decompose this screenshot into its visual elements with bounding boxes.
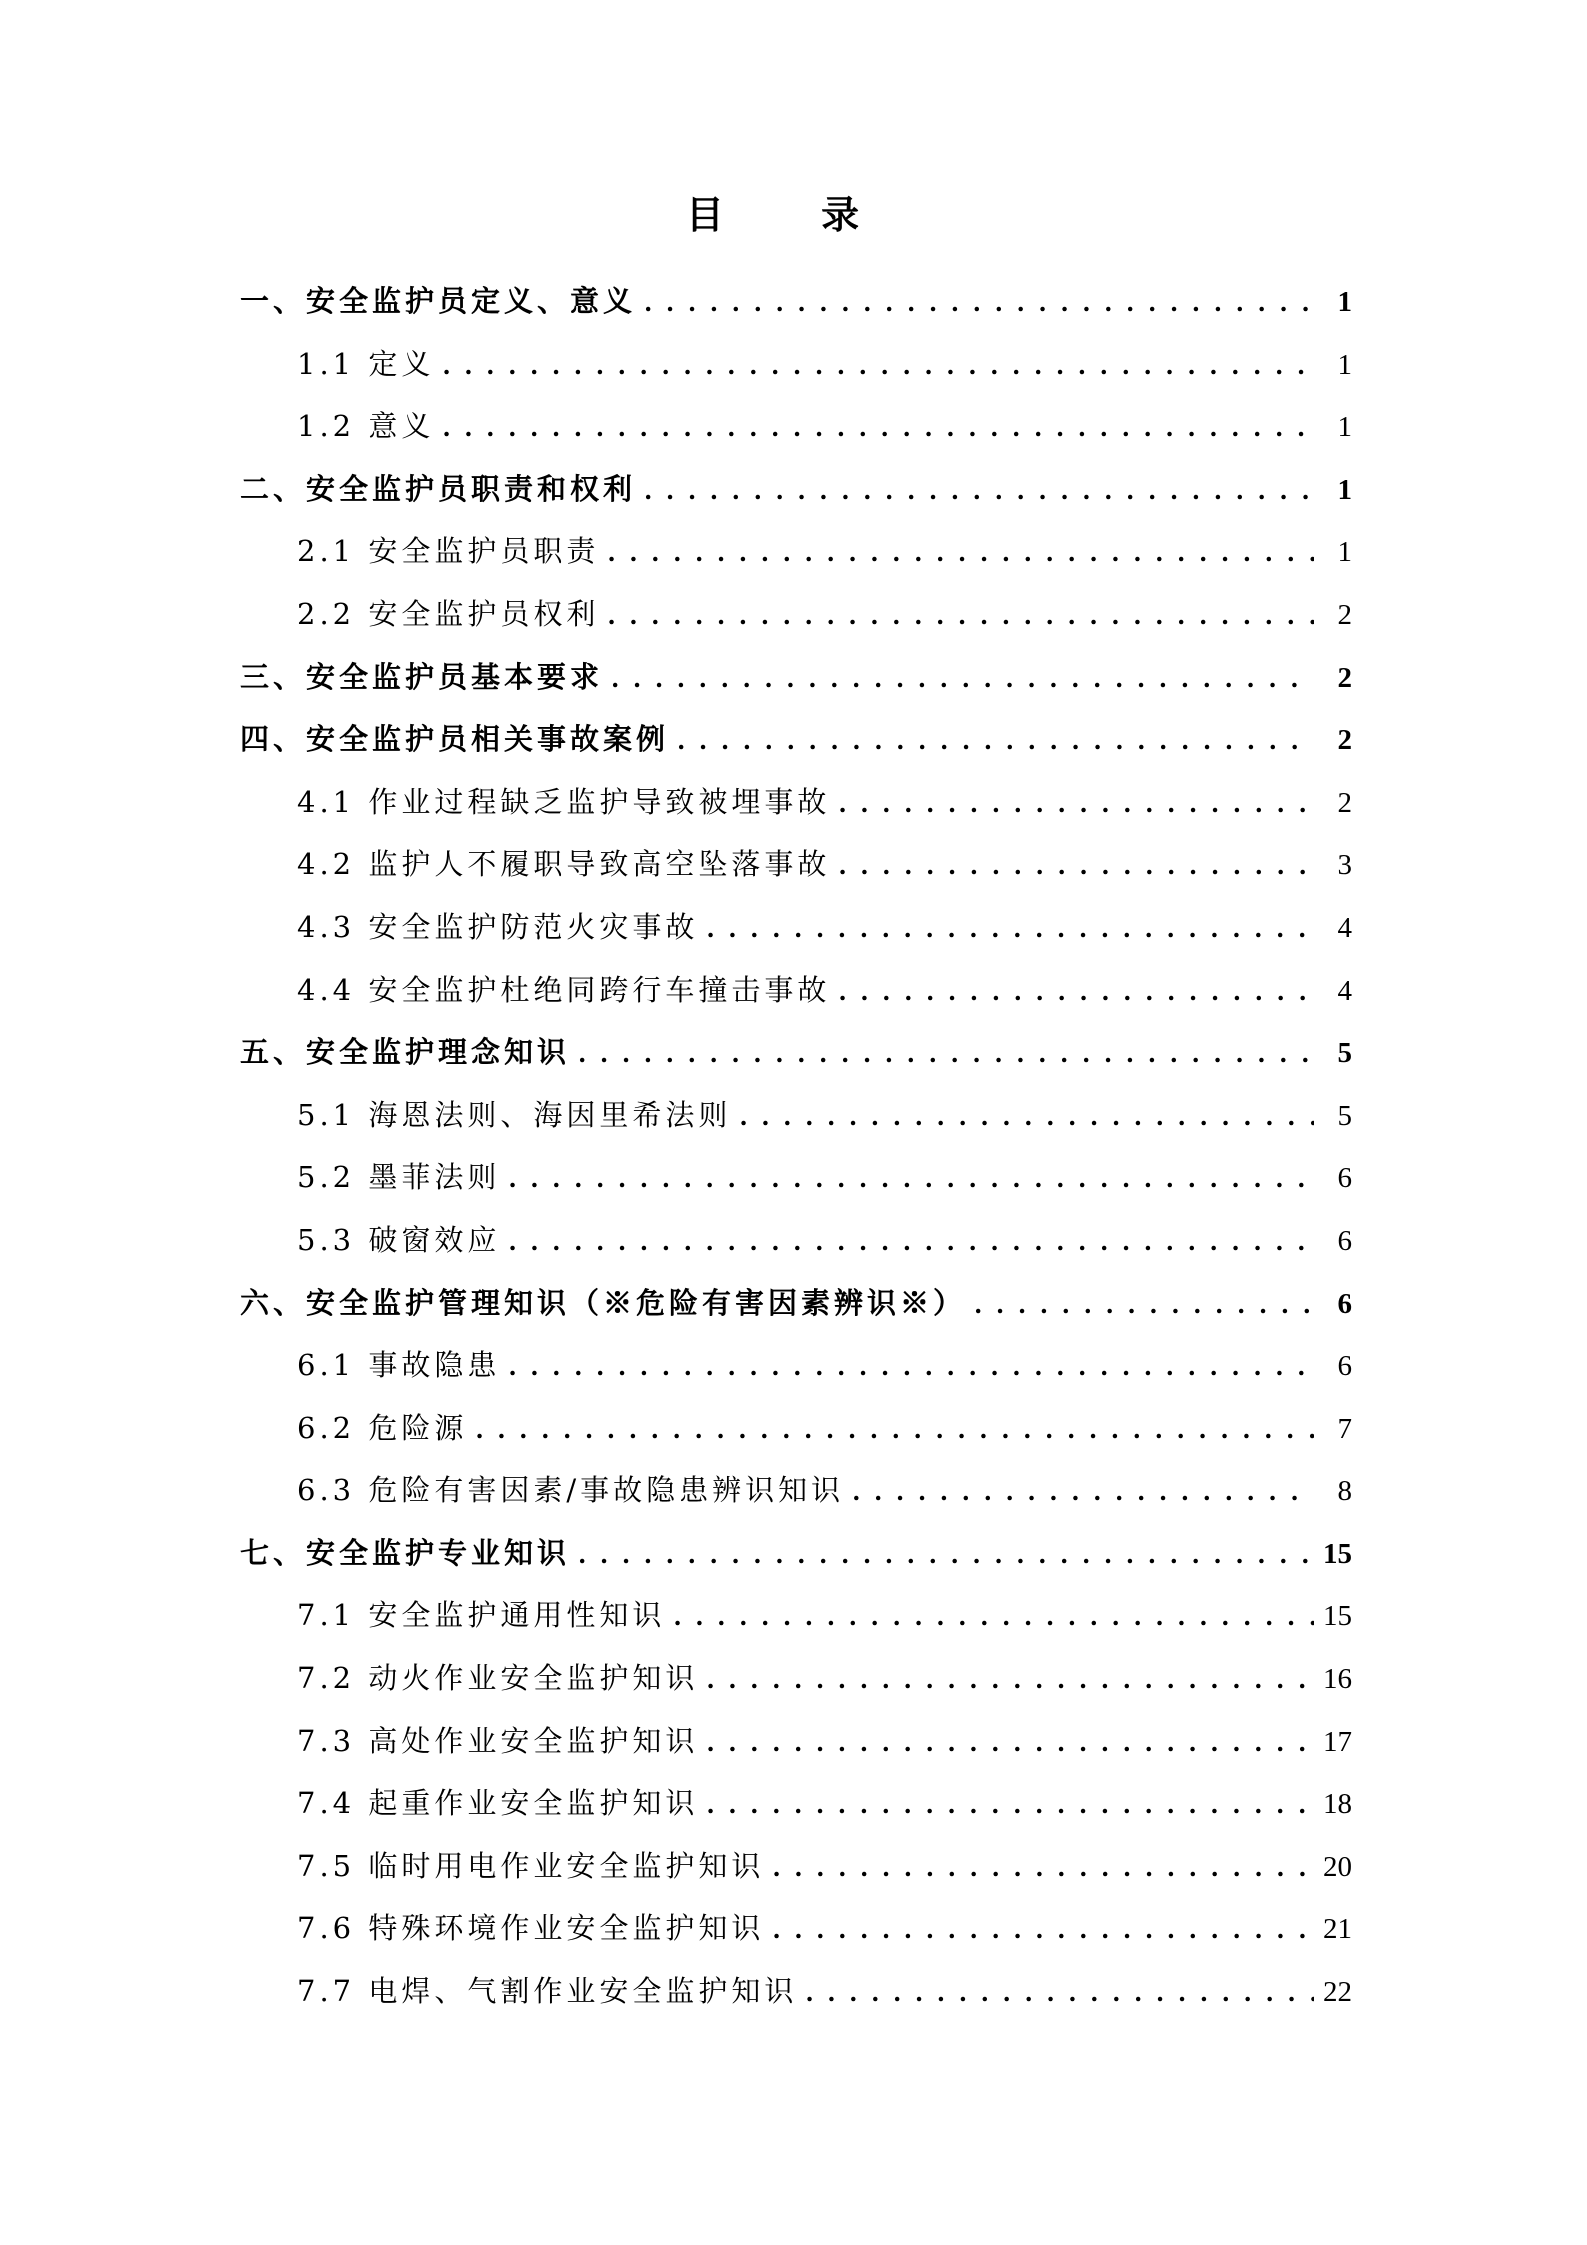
toc-page-number: 2 bbox=[1337, 661, 1352, 694]
toc-page-number: 2 bbox=[1337, 598, 1352, 631]
toc-section-entry[interactable] bbox=[240, 1772, 1352, 1835]
toc-page-number: 6 bbox=[1337, 1224, 1352, 1257]
toc-dot-leader bbox=[611, 646, 1314, 711]
toc-dot-leader bbox=[644, 270, 1314, 335]
toc-entry-text: 四、安全监护员相关事故案例 bbox=[240, 722, 670, 757]
toc-dot-leader bbox=[644, 458, 1314, 523]
toc-entry-text: 7.5 临时用电作业安全监护知识 bbox=[297, 1848, 765, 1883]
toc-dot-leader bbox=[772, 1897, 1314, 1962]
toc-page-number: 7 bbox=[1337, 1412, 1352, 1445]
toc-page-number: 15 bbox=[1323, 1537, 1352, 1570]
toc-entry-text: 七、安全监护专业知识 bbox=[240, 1535, 571, 1570]
toc-entry-text: 6.2 危险源 bbox=[297, 1410, 468, 1445]
toc-entry-text: 1.1 定义 bbox=[297, 346, 435, 381]
toc-section-entry[interactable] bbox=[240, 1584, 1352, 1647]
toc-dot-leader bbox=[974, 1272, 1314, 1337]
toc-section-entry[interactable] bbox=[240, 833, 1352, 896]
toc-section-entry[interactable] bbox=[240, 1397, 1352, 1460]
toc-dot-leader bbox=[442, 333, 1314, 398]
toc-entry-text: 一、安全监护员定义、意义 bbox=[240, 284, 637, 318]
toc-section-entry[interactable] bbox=[240, 1334, 1352, 1397]
toc-chapter-entry[interactable] bbox=[240, 646, 1352, 709]
toc-dot-leader bbox=[508, 1334, 1314, 1399]
table-of-contents bbox=[240, 270, 1352, 2023]
toc-dot-leader bbox=[677, 708, 1314, 773]
toc-dot-leader bbox=[508, 1146, 1314, 1211]
toc-entry-text: 4.2 监护人不履职导致高空坠落事故 bbox=[297, 847, 831, 882]
toc-section-entry[interactable] bbox=[240, 896, 1352, 959]
toc-page-number: 6 bbox=[1337, 1287, 1352, 1320]
toc-entry-text: 五、安全监护理念知识 bbox=[240, 1035, 571, 1070]
toc-page-number: 5 bbox=[1337, 1037, 1352, 1070]
toc-dot-leader bbox=[706, 1647, 1314, 1712]
toc-dot-leader bbox=[706, 896, 1314, 961]
toc-entry-text: 2.2 安全监护员权利 bbox=[297, 596, 600, 631]
toc-entry-text: 7.3 高处作业安全监护知识 bbox=[297, 1723, 699, 1758]
toc-dot-leader bbox=[578, 1522, 1314, 1587]
toc-entry-text: 2.1 安全监护员职责 bbox=[297, 534, 600, 569]
toc-page-number: 3 bbox=[1337, 849, 1352, 882]
toc-section-entry[interactable] bbox=[240, 1647, 1352, 1710]
toc-dot-leader bbox=[706, 1710, 1314, 1775]
toc-entry-text: 6.1 事故隐患 bbox=[297, 1348, 501, 1383]
toc-dot-leader bbox=[706, 1772, 1314, 1837]
toc-entry-text: 7.6 特殊环境作业安全监护知识 bbox=[297, 1911, 765, 1946]
toc-entry-text: 5.2 墨菲法则 bbox=[297, 1160, 501, 1195]
toc-chapter-entry[interactable] bbox=[240, 1272, 1352, 1335]
toc-page-number: 1 bbox=[1337, 348, 1352, 381]
toc-entry-text: 7.4 起重作业安全监护知识 bbox=[297, 1786, 699, 1821]
toc-page-number: 16 bbox=[1323, 1663, 1352, 1696]
toc-entry-text: 六、安全监护管理知识（※危险有害因素辨识※） bbox=[240, 1285, 967, 1320]
toc-entry-text: 4.1 作业过程缺乏监护导致被埋事故 bbox=[297, 784, 831, 819]
toc-dot-leader bbox=[772, 1835, 1314, 1900]
toc-section-entry[interactable] bbox=[240, 520, 1352, 583]
toc-section-entry[interactable] bbox=[240, 771, 1352, 834]
toc-entry-text: 7.1 安全监护通用性知识 bbox=[297, 1598, 666, 1633]
toc-dot-leader bbox=[673, 1584, 1314, 1649]
toc-page-number: 8 bbox=[1337, 1475, 1352, 1508]
toc-page-number: 1 bbox=[1337, 473, 1352, 506]
toc-chapter-entry[interactable] bbox=[240, 270, 1352, 333]
toc-page-number: 4 bbox=[1337, 974, 1352, 1007]
toc-entry-text: 4.3 安全监护防范火灾事故 bbox=[297, 909, 699, 944]
toc-entry-text: 1.2 意义 bbox=[297, 409, 435, 444]
toc-dot-leader bbox=[508, 1209, 1314, 1274]
toc-section-entry[interactable] bbox=[240, 1084, 1352, 1147]
toc-section-entry[interactable] bbox=[240, 1960, 1352, 2023]
toc-dot-leader bbox=[475, 1397, 1314, 1462]
toc-page-number: 4 bbox=[1337, 911, 1352, 944]
toc-section-entry[interactable] bbox=[240, 1146, 1352, 1209]
toc-entry-text: 5.1 海恩法则、海因里希法则 bbox=[297, 1097, 732, 1132]
toc-chapter-entry[interactable] bbox=[240, 1522, 1352, 1585]
toc-page-number: 17 bbox=[1323, 1725, 1352, 1758]
toc-dot-leader bbox=[607, 583, 1314, 648]
toc-entry-text: 5.3 破窗效应 bbox=[297, 1222, 501, 1257]
toc-chapter-entry[interactable] bbox=[240, 458, 1352, 521]
toc-dot-leader bbox=[852, 1459, 1314, 1524]
toc-chapter-entry[interactable] bbox=[240, 1021, 1352, 1084]
toc-section-entry[interactable] bbox=[240, 1710, 1352, 1773]
toc-entry-text: 7.2 动火作业安全监护知识 bbox=[297, 1661, 699, 1696]
toc-page-number: 18 bbox=[1323, 1788, 1352, 1821]
toc-page-number: 22 bbox=[1323, 1976, 1352, 2009]
toc-page-number: 1 bbox=[1337, 286, 1352, 318]
toc-page-number: 20 bbox=[1323, 1850, 1352, 1883]
toc-chapter-entry[interactable] bbox=[240, 708, 1352, 771]
toc-dot-leader bbox=[838, 833, 1314, 898]
toc-entry-text: 4.4 安全监护杜绝同跨行车撞击事故 bbox=[297, 972, 831, 1007]
toc-page-number: 6 bbox=[1337, 1350, 1352, 1383]
toc-page-number: 6 bbox=[1337, 1162, 1352, 1195]
toc-title: 目 录 bbox=[685, 192, 902, 237]
toc-dot-leader bbox=[838, 959, 1314, 1024]
toc-section-entry[interactable] bbox=[240, 583, 1352, 646]
toc-entry-text: 6.3 危险有害因素/事故隐患辨识知识 bbox=[297, 1473, 845, 1508]
toc-section-entry[interactable] bbox=[240, 333, 1352, 396]
toc-page-number: 1 bbox=[1337, 411, 1352, 444]
toc-entry-text: 三、安全监护员基本要求 bbox=[240, 659, 604, 694]
toc-dot-leader bbox=[805, 1960, 1314, 2025]
toc-entry-text: 7.7 电焊、气割作业安全监护知识 bbox=[297, 1974, 798, 2009]
toc-page-number: 21 bbox=[1323, 1913, 1352, 1946]
toc-section-entry[interactable] bbox=[240, 1209, 1352, 1272]
toc-dot-leader bbox=[607, 520, 1314, 585]
toc-page-number: 15 bbox=[1323, 1600, 1352, 1633]
toc-section-entry[interactable] bbox=[240, 395, 1352, 458]
toc-section-entry[interactable] bbox=[240, 1835, 1352, 1898]
toc-page-number: 5 bbox=[1337, 1099, 1352, 1132]
toc-dot-leader bbox=[442, 395, 1314, 460]
toc-dot-leader bbox=[838, 771, 1314, 836]
toc-dot-leader bbox=[739, 1084, 1314, 1149]
toc-entry-text: 二、安全监护员职责和权利 bbox=[240, 471, 637, 506]
toc-page-number: 2 bbox=[1337, 724, 1352, 757]
toc-section-entry[interactable] bbox=[240, 1897, 1352, 1960]
toc-page-number: 2 bbox=[1337, 786, 1352, 819]
toc-dot-leader bbox=[578, 1021, 1314, 1086]
toc-section-entry[interactable] bbox=[240, 1459, 1352, 1522]
toc-page-number: 1 bbox=[1337, 536, 1352, 569]
toc-section-entry[interactable] bbox=[240, 959, 1352, 1022]
